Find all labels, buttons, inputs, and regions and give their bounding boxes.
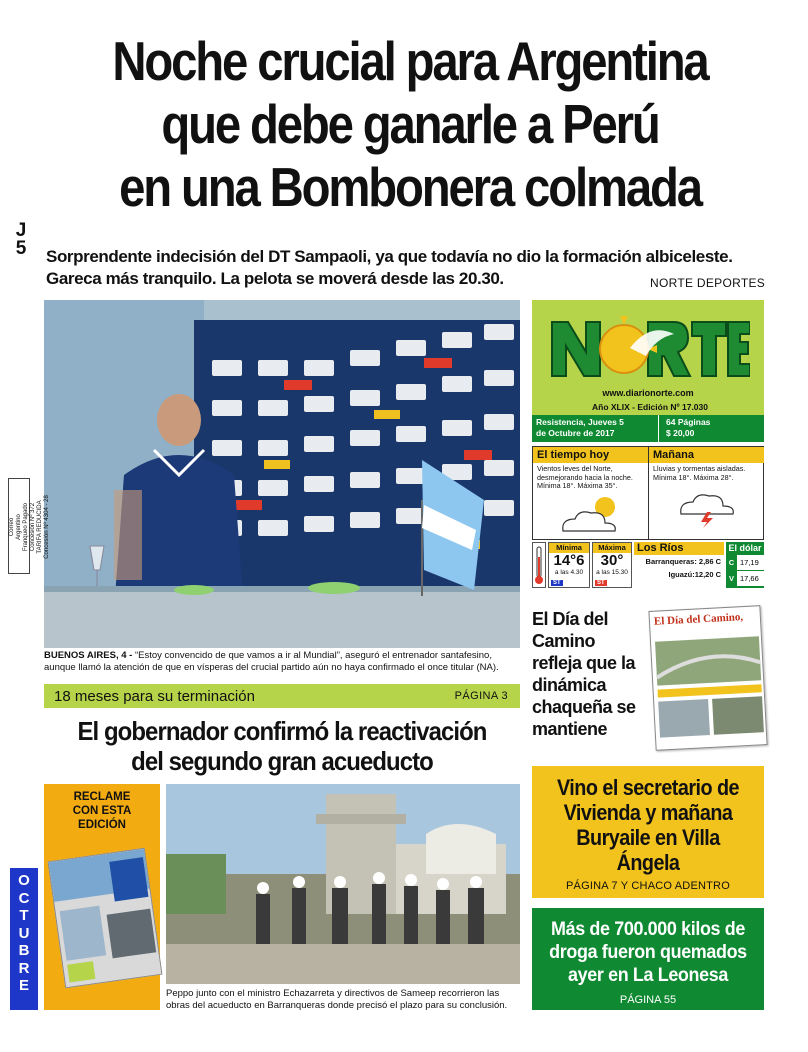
thermometer-icon [532, 542, 546, 588]
temp-max-value: 30° [600, 552, 624, 569]
postal-stamp-text: Correo Argentino Franqueo Pagado Concesión Nº 372 TARIFA REDUCIDA Concesión Nº 4304 - 28 [9, 495, 50, 559]
temp-min-label: Mínima [549, 543, 589, 553]
rios-title: Los Ríos [634, 542, 724, 555]
temps-row [532, 542, 764, 588]
temp-max [592, 542, 632, 588]
main-photo [44, 300, 520, 648]
rios-box [634, 542, 724, 588]
weather-today-text: Vientos leves del Norte, desmejorando hacia la noche. Mínima 18°. Máxima 35°. [537, 464, 633, 490]
masthead-date-line-2: de Octubre de 2017 [536, 428, 615, 438]
dolar-buy [726, 555, 764, 570]
droga-headline: Más de 700.000 kilos de droga fueron quemados ayer en La Leonesa [549, 918, 747, 986]
day-code: J 5 [15, 220, 27, 259]
acueducto-photo [166, 784, 520, 984]
partly-cloudy-icon [533, 493, 648, 537]
masthead-pages: 64 Páginas [666, 417, 711, 427]
caption-text: “Estoy convencido de que vamos a ir al Mundial”, aseguró el entrenador santafesino, aunque llamó la atención de que en vísperas del crucial partido aún no haya confirmado el once titular (NA). [44, 650, 499, 673]
weather-today-title: El tiempo hoy [533, 447, 648, 463]
weather-box [532, 446, 764, 540]
main-headline [83, 30, 737, 219]
dolar-buy-label: C [726, 555, 737, 570]
vivienda-page: PÁGINA 7 Y CHACO ADENTRO [566, 880, 730, 892]
acueducto-bar [44, 684, 520, 708]
acueducto-caption: Peppo junto con el ministro Echazarreta y directivos de Sameep recorrieron las obras del acueducto en Barranqueras donde precisó el plazo para su conclusión. [166, 988, 508, 1011]
promo-magazine-illustration [49, 849, 163, 989]
promo-text: RECLAME CON ESTA EDICIÓN [72, 791, 132, 831]
masthead-pages-price [666, 417, 710, 439]
masthead-date-line-1: Resistencia, Jueves 5 [536, 417, 624, 427]
norte-logo [546, 312, 750, 382]
temp-min-st: ST [553, 580, 561, 586]
weather-tomorrow-text: Lluvias y tormentas aisladas. Mínima 18°. Máxima 28°. [653, 464, 746, 482]
masthead-date-row [532, 415, 764, 442]
rios-row-1: Barranqueras: 2,86 C [645, 557, 721, 566]
weather-tomorrow-title: Mañana [649, 447, 764, 463]
thermometer-icon-svg [533, 543, 545, 587]
month-vertical-text: O C T U B R E [18, 872, 30, 994]
section-label: NORTE DEPORTES [650, 276, 766, 290]
caption-place: BUENOS AIRES, 4 - [44, 650, 133, 661]
temp-max-time: a las 15.30 [596, 569, 628, 576]
dolar-sell-value: 17,66 [740, 574, 759, 583]
norte-logo-mark [546, 312, 750, 382]
subhead-line-1: Sorprendente indecisión del DT Sampaoli, ya que todavía no dio la formación albiceleste. [46, 247, 733, 266]
temp-min-value: 14°6 [553, 552, 585, 569]
storm-icon [649, 484, 764, 528]
vivienda-box [532, 766, 764, 898]
promo-box [44, 784, 160, 1010]
camino-mag-title: El Día del Camino, [653, 611, 744, 628]
weather-today [533, 447, 648, 539]
vivienda-headline: Vino el secretario de Vivienda y mañana Buryaile en Villa Ángela [557, 775, 739, 875]
weather-tomorrow [649, 447, 764, 539]
masthead [532, 300, 764, 442]
photo-caption [44, 650, 520, 674]
temp-max-label: Máxima [593, 543, 631, 553]
promo-magazine-thumbnail [48, 848, 163, 988]
temp-max-st: ST [597, 580, 605, 586]
press-conference-illustration [44, 300, 520, 648]
camino-magazine-thumbnail [648, 605, 767, 751]
dolar-sell-label: V [726, 571, 737, 586]
dolar-sell [726, 571, 764, 586]
acueducto-bar-title: 18 meses para su terminación [54, 687, 255, 705]
masthead-site: www.diarionorte.com [602, 388, 694, 398]
temp-min [548, 542, 590, 588]
headline-line-3: en una Bombonera colmada [119, 156, 701, 218]
postal-stamp [8, 478, 50, 574]
dolar-buy-value: 17,19 [740, 558, 759, 567]
camino-magazine-illustration [650, 622, 767, 746]
subhead-line-2: Gareca más tranquilo. La pelota se moverá desde las 20.30. [46, 269, 504, 288]
month-bar [10, 868, 38, 1010]
temp-min-time: a las 4.30 [554, 569, 584, 576]
droga-page: PÁGINA 55 [619, 994, 677, 1006]
rios-row-2: Iguazú:12,20 C [668, 570, 721, 579]
headline-line-2: que debe ganarle a Perú [161, 93, 659, 155]
masthead-divider [658, 415, 659, 442]
acueducto-headline-line-1: El gobernador confirmó la reactivación [77, 716, 487, 746]
acueducto-headline [63, 716, 501, 776]
acueducto-bar-page: PÁGINA 3 [454, 690, 508, 702]
dolar-title: El dólar [728, 543, 762, 553]
droga-box [532, 908, 764, 1010]
headline-line-1: Noche crucial para Argentina [112, 30, 708, 92]
masthead-date [536, 417, 624, 439]
acueducto-headline-line-2: del segundo gran acueducto [131, 746, 433, 776]
masthead-edition: Año XLIX - Edición Nº 17.030 [592, 402, 708, 412]
camino-headline: El Día del Camino refleja que la dinámica chaqueña se mantiene [532, 609, 636, 739]
dolar-box [726, 542, 764, 588]
aqueduct-works-illustration [166, 784, 520, 984]
masthead-price: $ 20,00 [666, 428, 695, 438]
